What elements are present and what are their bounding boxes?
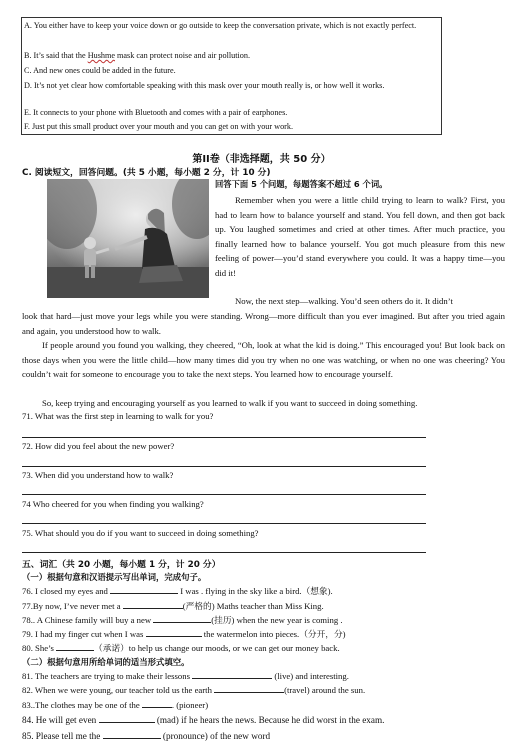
answer-line-75[interactable] <box>22 552 426 553</box>
item-85-post: (pronounce) of the new word <box>160 731 271 741</box>
item-76-post: I was . flying in the sky like a bird.（想象). <box>178 586 333 596</box>
blank-76[interactable] <box>110 593 178 594</box>
question-71: 71. What was the first step in learning to walk for you? <box>22 411 214 421</box>
reading-paragraph-2a: Now, the next step—walking. You’d seen others do it. It didn’t <box>235 296 453 306</box>
answer-line-74[interactable] <box>22 523 426 524</box>
reading-heading: C. 阅读短文，回答问题。(共 5 小题，每小题 2 分，计 10 分) <box>22 168 271 178</box>
vocab-item-80 <box>22 642 340 654</box>
vocab-item-77 <box>22 600 324 612</box>
item-79-pre: 79. I had my finger cut when I was <box>22 629 146 639</box>
reading-paragraph-3: If people around you found you walking, they cheered, “Oh, look at what the kid is doing.” This encouraged you! But look back on those days when you were the little child—how many times did you try when no one was watching, or when no one was cheering? You couldn’t wait for someone to encourage you to take the next steps. You learned how to encourage yourself. <box>22 340 505 380</box>
blank-83[interactable] <box>142 707 172 708</box>
reading-paragraph-1: Remember when you were a little child trying to learn to walk? First, you had to learn how to balance yourself and stand. You fell down, and then got back up. You laughed sometimes and cried at other times. After much practice, you finally learned how to balance yourself. You got much pleasure from this new feeling of power—you’d stand everywhere you could. It was a happy time—you did it! <box>215 195 505 278</box>
item-78-post: (挂历) when the new year is coming . <box>211 615 343 625</box>
option-d: D. It’s not yet clear how comfortable speaking with this mask over your mouth really is, or how well it works. <box>24 81 385 90</box>
option-f: F. Just put this small product over your mouth and you can get on with your work. <box>24 122 294 131</box>
option-b <box>24 51 250 61</box>
item-80-pre: 80. She’s <box>22 643 57 653</box>
item-84-post: (mad) if he hears the news. Because he did worst in the exam. <box>154 715 385 725</box>
option-b-word: Hushme <box>87 51 115 60</box>
option-e: E. It connects to your phone with Bluetooth and comes with a pair of earphones. <box>24 108 288 117</box>
item-77-pre: 77.By now, I’ve never met a <box>22 601 123 611</box>
vocab-item-82 <box>22 685 365 695</box>
answer-line-73[interactable] <box>22 494 426 495</box>
vocab-subheading-1: （一）根据句意和汉语提示写出单词，完成句子。 <box>22 572 207 582</box>
vocab-item-85 <box>22 731 270 741</box>
item-81-pre: 81. The teachers are trying to make their lessons <box>22 671 193 681</box>
vocab-item-81 <box>22 671 349 681</box>
item-82-pre: 82. When we were young, our teacher told us the earth <box>22 685 215 695</box>
blank-79[interactable] <box>146 636 202 637</box>
section-title: 第II卷（非选择题，共 50 分） <box>192 154 331 165</box>
vocab-subheading-2: （二）根据句意用所给单词的适当形式填空。 <box>22 657 190 667</box>
blank-81[interactable] <box>192 678 272 679</box>
reading-instruction <box>215 178 387 190</box>
item-85-pre: 85. Please tell me the <box>22 731 103 741</box>
reading-paragraph-4: So, keep trying and encouraging yourself as you learned to walk if you want to succeed in doing something. <box>42 398 418 408</box>
option-a: A. You either have to keep your voice down or go outside to keep the conversation private, which is not exactly perfect. <box>24 21 417 30</box>
option-b-post: mask can protect noise and air pollution. <box>114 51 251 60</box>
vocab-item-79 <box>22 628 346 640</box>
blank-80[interactable] <box>56 650 94 651</box>
vocab-item-76 <box>22 585 333 597</box>
reading-paragraph-2b: look that hard—just move your legs while you were standing. Wrong—more difficult than you ever imagined. But after you tried again and again, you understood how to walk. <box>22 311 505 336</box>
item-76-pre: 76. I closed my eyes and <box>22 586 111 596</box>
question-72: 72. How did you feel about the new power? <box>22 441 175 451</box>
item-83-post: . (pioneer) <box>171 700 209 710</box>
blank-78[interactable] <box>153 622 211 623</box>
item-80-post: （承诺）to help us change our moods, or we can get our money back. <box>94 643 340 653</box>
vocab-heading: 五、词汇（共 20 小题，每小题 1 分，计 20 分） <box>22 560 221 570</box>
item-78-pre: 78.. A Chinese family will buy a new <box>22 615 154 625</box>
answer-line-71[interactable] <box>22 437 426 438</box>
blank-77[interactable] <box>123 608 183 609</box>
answer-line-72[interactable] <box>22 466 426 467</box>
reading-instruction-text: 回答下面 5 个问题，每题答案不超过 6 个词。 <box>215 179 388 189</box>
item-84-pre: 84. He will get even <box>22 715 99 725</box>
question-73: 73. When did you understand how to walk? <box>22 470 174 480</box>
item-83-pre: 83..The clothes may be one of the <box>22 700 142 710</box>
question-74: 74 Who cheered for you when finding you walking? <box>22 499 204 509</box>
item-77-post: (严格的) Maths teacher than Miss King. <box>182 601 324 611</box>
blank-84[interactable] <box>99 722 155 723</box>
vocab-item-78 <box>22 614 343 626</box>
option-b-pre: B. It’s said that the <box>24 51 88 60</box>
item-79-post: the watermelon into pieces.（分开，分) <box>201 629 346 639</box>
mother-child-photo <box>47 179 209 298</box>
blank-82[interactable] <box>214 692 284 693</box>
vocab-item-83 <box>22 700 208 710</box>
vocab-item-84 <box>22 715 384 725</box>
item-82-post: (travel) around the sun. <box>284 685 366 695</box>
blank-85[interactable] <box>103 738 161 739</box>
question-75: 75. What should you do if you want to succeed in doing something? <box>22 528 259 538</box>
item-81-post: (live) and interesting. <box>272 671 349 681</box>
option-c: C. And new ones could be added in the future. <box>24 66 176 75</box>
